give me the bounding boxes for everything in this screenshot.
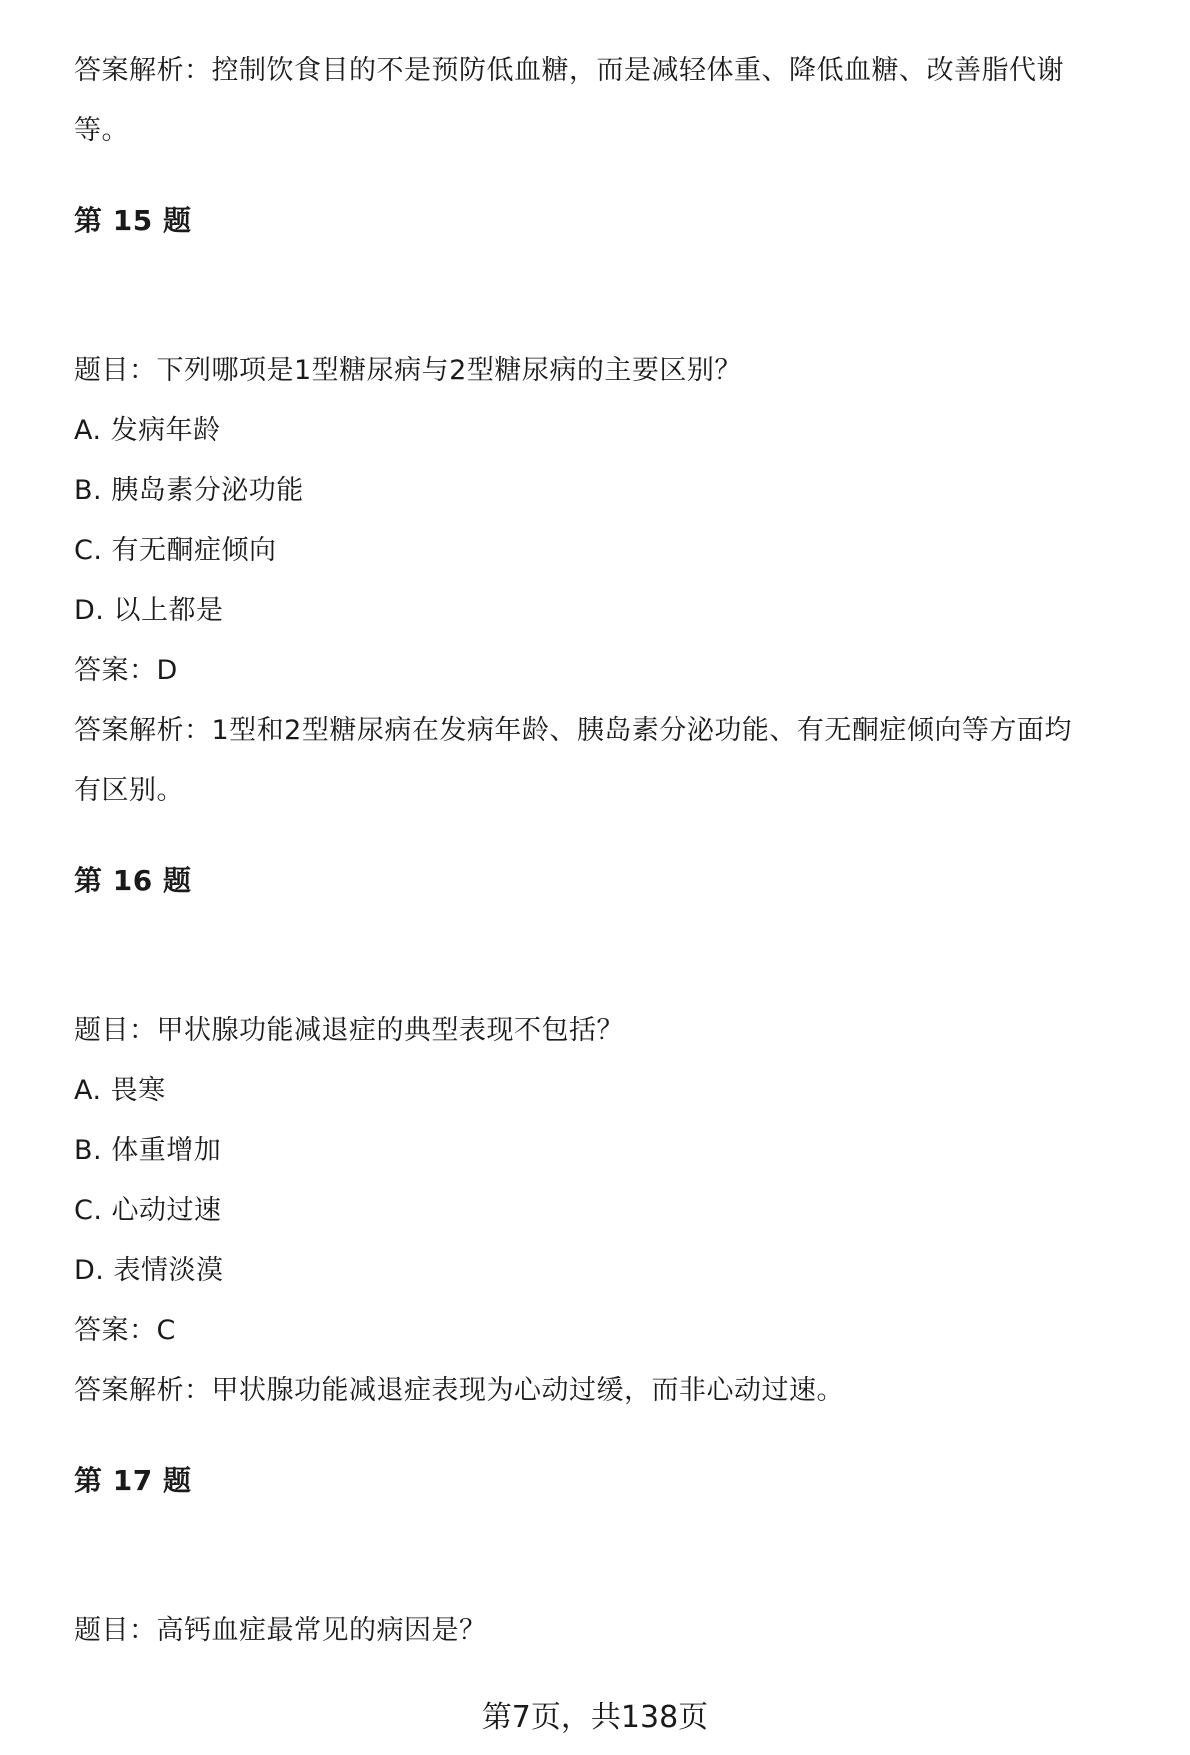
question-16-analysis-line-1: 答案解析：甲状腺功能减退症表现为心动过缓，而非心动过速。 (74, 1375, 844, 1406)
prev-analysis-line-2: 等。 (74, 115, 129, 146)
question-16-answer: 答案：C (74, 1315, 176, 1346)
question-16-option-d: D. 表情淡漠 (74, 1255, 224, 1286)
question-17-prompt: 题目：高钙血症最常见的病因是？ (74, 1615, 487, 1646)
page-number-footer: 第7页，共138页 (481, 1700, 709, 1735)
question-15-answer: 答案：D (74, 655, 178, 686)
question-15-prompt: 题目：下列哪项是1型糖尿病与2型糖尿病的主要区别？ (74, 355, 742, 386)
question-15-option-b: B. 胰岛素分泌功能 (74, 475, 304, 506)
prev-analysis-line-1: 答案解析：控制饮食目的不是预防低血糖，而是减轻体重、降低血糖、改善脂代谢 (74, 55, 1064, 86)
question-16-prompt: 题目：甲状腺功能减退症的典型表现不包括？ (74, 1015, 624, 1046)
question-16-option-c: C. 心动过速 (74, 1195, 222, 1226)
question-17-heading: 第 17 题 (74, 1464, 192, 1497)
question-15-option-c: C. 有无酮症倾向 (74, 535, 277, 566)
question-16-option-a: A. 畏寒 (74, 1075, 166, 1106)
question-15-analysis-line-1: 答案解析：1型和2型糖尿病在发病年龄、胰岛素分泌功能、有无酮症倾向等方面均 (74, 715, 1072, 746)
question-15-analysis-line-2: 有区别。 (74, 775, 184, 806)
question-15-option-a: A. 发病年龄 (74, 415, 221, 446)
question-16-option-b: B. 体重增加 (74, 1135, 222, 1166)
question-16-heading: 第 16 题 (74, 864, 192, 897)
question-15-heading: 第 15 题 (74, 204, 192, 237)
question-15-option-d: D. 以上都是 (74, 595, 224, 626)
